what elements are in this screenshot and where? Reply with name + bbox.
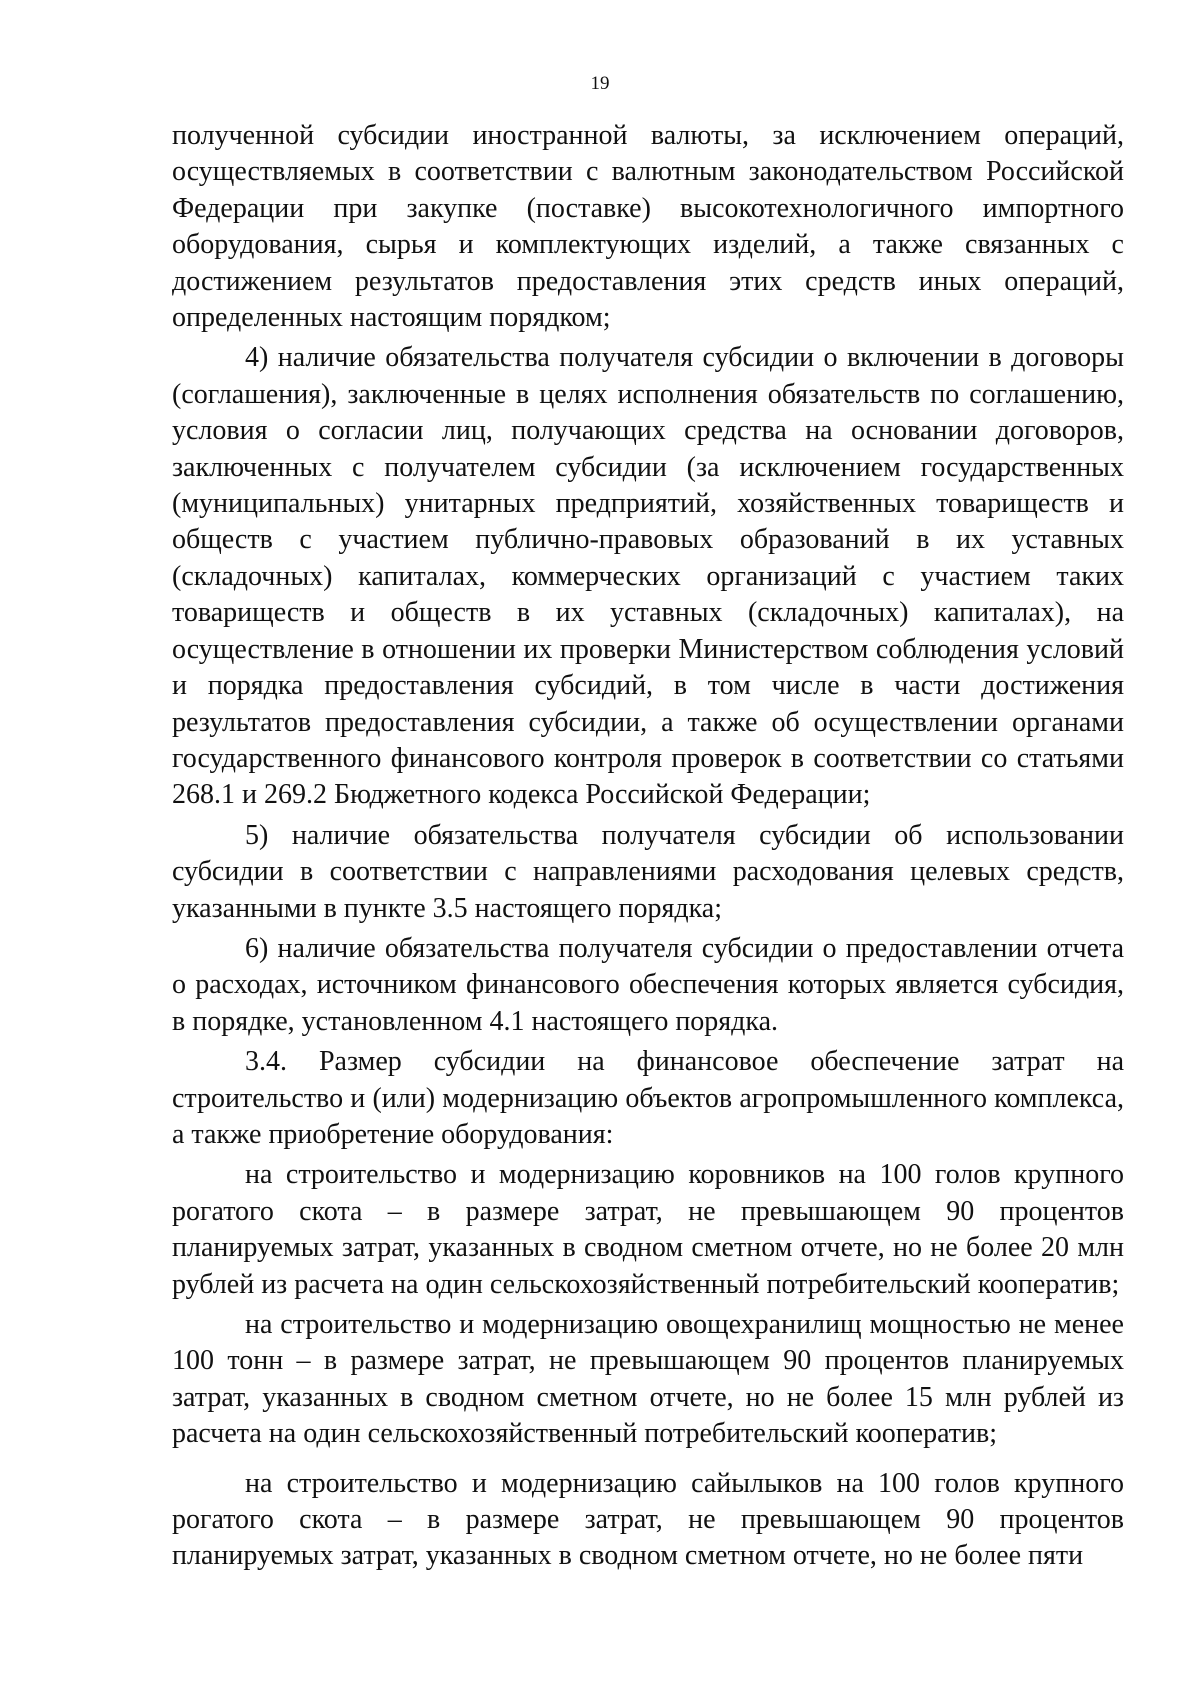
paragraph-item-6: 6) наличие обязательства получателя субсидии о предоставлении отчета о расходах, источником финансового обеспечения которых является субсидия, в порядке, установленном 4.1 настоящего порядка. (172, 932, 1124, 1037)
document-body (172, 118, 1124, 1575)
paragraph-item-4: 4) наличие обязательства получателя субсидии о включении в договоры (соглашения), заключенные в целях исполнения обязательств по соглашению, условия о согласии лиц, получающих средства на основании договоров, заключенных с получателем субсидии (за исключением государственных (муниципальных) унитарных предприятий, хозяйственных товариществ и обществ с участием публично-правовых образований в их уставных (складочных) капиталах, коммерческих организаций с участием таких товариществ и обществ в их уставных (складочных) капиталах), на осуществление в отношении их проверки Министерством соблюдения условий и порядка предоставления субсидий, в том числе в части достижения результатов предоставления субсидии, а также об осуществлении органами государственного финансового контроля проверок в соответствии со статьями 268.1 и 269.2 Бюджетного кодекса Российской Федерации; (172, 342, 1124, 811)
paragraph-section-3-4: 3.4. Размер субсидии на финансовое обеспечение затрат на строительство и (или) модернизацию объектов агропромышленного комплекса, а также приобретение оборудования: (172, 1046, 1124, 1150)
paragraph-vegetable-storage: на строительство и модернизацию овощехранилищ мощностью не менее 100 тонн – в размере затрат, не превышающем 90 процентов планируемых затрат, указанных в сводном сметном отчете, но не более 15 млн рублей из расчета на один сельскохозяйственный потребительский кооператив; (172, 1309, 1124, 1450)
page-number: 19 (590, 73, 610, 94)
paragraph-continuation: полученной субсидии иностранной валюты, за исключением операций, осуществляемых в соответствии с валютным законодательством Российской Федерации при закупке (поставке) высокотехнологичного импортного оборудования, сырья и комплектующих изделий, а также связанных с достижением результатов предоставления этих средств иных операций, определенных настоящим порядком; (172, 120, 1124, 334)
paragraph-cowsheds: на строительство и модернизацию коровников на 100 голов крупного рогатого скота – в размере затрат, не превышающем 90 процентов планируемых затрат, указанных в сводном сметном отчете, но не более 20 млн рублей из расчета на один сельскохозяйственный потребительский кооператив; (172, 1159, 1124, 1300)
paragraph-item-5: 5) наличие обязательства получателя субсидии об использовании субсидии в соответствии с направлениями расходования целевых средств, указанными в пункте 3.5 настоящего порядка; (172, 819, 1124, 924)
paragraph-saiylyks: на строительство и модернизацию сайылыков на 100 голов крупного рогатого скота – в размере затрат, не превышающем 90 процентов планируемых затрат, указанных в сводном сметном отчете, но не более пяти (172, 1467, 1124, 1572)
